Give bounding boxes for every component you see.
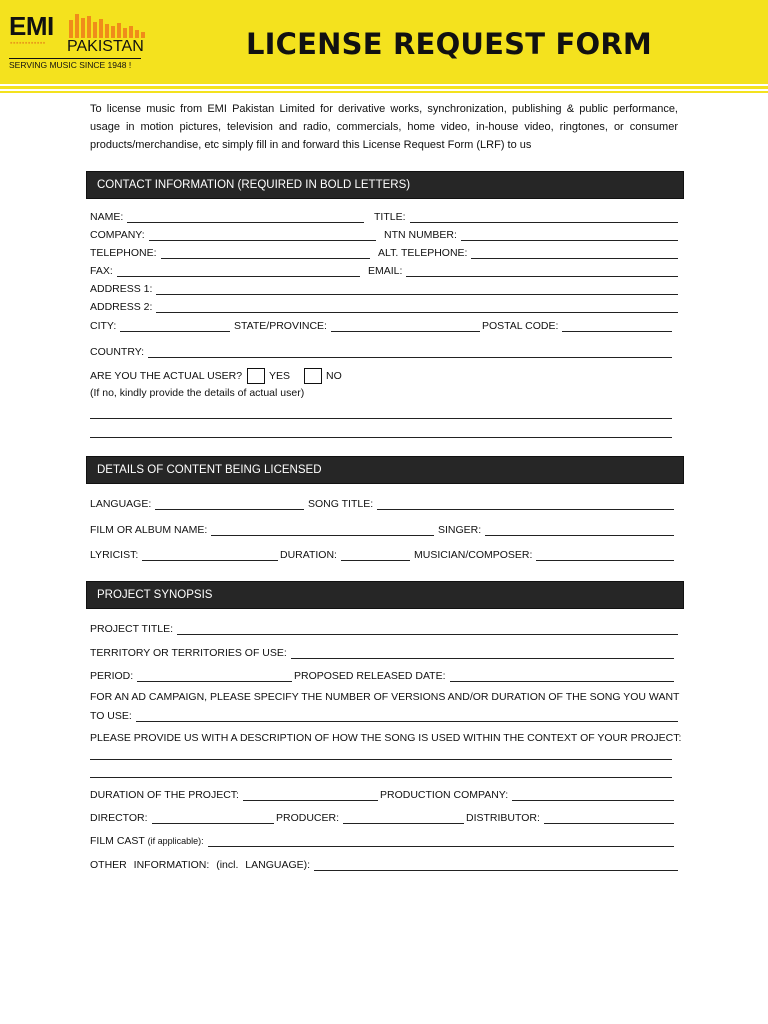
ad-campaign-question: FOR AN AD CAMPAIGN, PLEASE SPECIFY THE NUMBER OF VERSIONS AND/OR DURATION OF THE SONG YOU WANT — [90, 691, 680, 703]
state-field[interactable] — [234, 318, 480, 332]
director-field[interactable] — [90, 810, 274, 824]
email-field[interactable] — [368, 263, 678, 277]
section-title-contact: CONTACT INFORMATION (REQUIRED IN BOLD LETTERS) — [97, 179, 411, 191]
project-title-label: PROJECT TITLE: — [90, 623, 174, 635]
producer-label: PRODUCER: — [276, 812, 340, 824]
alt-telephone-label: ALT. TELEPHONE: — [378, 247, 468, 259]
title-field[interactable] — [374, 209, 678, 223]
director-blank[interactable] — [152, 813, 274, 824]
if-applicable-label: (if applicable): — [147, 836, 204, 846]
other-info-blank[interactable] — [314, 860, 678, 871]
equalizer-bars-icon — [69, 14, 147, 38]
row-company-ntn — [90, 227, 678, 241]
row-other-info — [90, 857, 678, 871]
section-header-content — [86, 456, 684, 484]
ntn-blank[interactable] — [461, 230, 678, 241]
ntn-label: NTN NUMBER: — [384, 229, 457, 241]
address2-field[interactable] — [90, 299, 678, 313]
actual-user-question: ARE YOU THE ACTUAL USER? — [90, 370, 243, 382]
actual-user-details-line-2[interactable] — [90, 437, 672, 438]
postal-code-blank[interactable] — [562, 321, 672, 332]
project-title-blank[interactable] — [177, 624, 678, 635]
description-line-1[interactable] — [90, 759, 672, 760]
producer-field[interactable] — [276, 810, 464, 824]
row-name-title — [90, 209, 678, 223]
row-fax-email — [90, 263, 678, 277]
title-blank[interactable] — [410, 212, 678, 223]
period-label: PERIOD: — [90, 670, 134, 682]
row-lyricist-duration-musician — [90, 547, 678, 561]
alt-telephone-field[interactable] — [378, 245, 678, 259]
row-territory — [90, 645, 678, 659]
title-label: TITLE: — [374, 211, 406, 223]
header-rule — [0, 86, 768, 89]
row-project-title — [90, 621, 678, 635]
logo-dots-decoration: ▪▪▪▪▪▪▪▪▪▪▪▪ — [10, 40, 46, 47]
section-header-contact — [86, 171, 684, 199]
duration-blank[interactable] — [341, 550, 410, 561]
musician-composer-blank[interactable] — [536, 550, 674, 561]
actual-user-note: (If no, kindly provide the details of actual user) — [90, 387, 305, 399]
song-title-field[interactable] — [308, 496, 674, 510]
territory-label: TERRITORY OR TERRITORIES OF USE: — [90, 647, 287, 659]
release-date-blank[interactable] — [450, 671, 674, 682]
territory-blank[interactable] — [291, 648, 674, 659]
name-label: NAME: — [90, 211, 124, 223]
other-info-label: OTHER INFORMATION: (incl. LANGUAGE): — [90, 859, 311, 871]
city-blank[interactable] — [120, 321, 230, 332]
production-company-field[interactable] — [380, 787, 674, 801]
production-company-label: PRODUCTION COMPANY: — [380, 789, 509, 801]
address2-blank[interactable] — [156, 302, 678, 313]
row-to-use — [90, 708, 678, 722]
language-blank[interactable] — [155, 499, 304, 510]
film-album-label: FILM OR ALBUM NAME: — [90, 524, 208, 536]
other-info-field[interactable] — [90, 857, 678, 871]
film-album-blank[interactable] — [211, 525, 434, 536]
to-use-label: TO USE: — [90, 710, 132, 722]
logo-tagline: SERVING MUSIC SINCE 1948 ! — [9, 60, 132, 70]
row-language-song — [90, 496, 678, 510]
no-checkbox[interactable] — [304, 368, 322, 384]
postal-code-label: POSTAL CODE: — [482, 320, 559, 332]
address2-label: ADDRESS 2: — [90, 301, 153, 313]
release-date-field[interactable] — [294, 668, 674, 682]
distributor-label: DISTRIBUTOR: — [466, 812, 540, 824]
logo-emi-text: EMI — [9, 11, 54, 41]
row-period-release — [90, 668, 678, 682]
project-duration-field[interactable] — [90, 787, 378, 801]
film-cast-label-group — [90, 835, 208, 847]
yes-label: YES — [269, 370, 291, 382]
period-field[interactable] — [90, 668, 292, 682]
row-project-duration-production — [90, 787, 678, 801]
row-address2 — [90, 299, 678, 313]
film-cast-blank[interactable] — [208, 836, 674, 847]
distributor-field[interactable] — [466, 810, 674, 824]
row-actual-user — [90, 370, 678, 388]
ntn-field[interactable] — [384, 227, 678, 241]
description-question: PLEASE PROVIDE US WITH A DESCRIPTION OF HOW THE SONG IS USED WITHIN THE CONTEXT OF YOUR PROJECT: — [90, 732, 682, 744]
telephone-field[interactable] — [90, 245, 370, 259]
film-cast-field[interactable] — [90, 833, 674, 847]
state-label: STATE/PROVINCE: — [234, 320, 327, 332]
row-country — [90, 344, 678, 358]
telephone-blank[interactable] — [161, 248, 370, 259]
fax-blank[interactable] — [117, 266, 360, 277]
film-album-field[interactable] — [90, 522, 434, 536]
row-address1 — [90, 281, 678, 295]
musician-composer-label: MUSICIAN/COMPOSER: — [414, 549, 533, 561]
actual-user-details-line-1[interactable] — [90, 418, 672, 419]
section-title-synopsis: PROJECT SYNOPSIS — [97, 589, 213, 601]
release-date-label: PROPOSED RELEASED DATE: — [294, 670, 446, 682]
form-title: LICENSE REQUEST FORM — [246, 27, 652, 61]
to-use-field[interactable] — [90, 708, 678, 722]
to-use-blank[interactable] — [136, 711, 678, 722]
logo-pakistan-text: PAKISTAN — [67, 38, 144, 55]
singer-blank[interactable] — [485, 525, 674, 536]
description-line-2[interactable] — [90, 777, 672, 778]
language-label: LANGUAGE: — [90, 498, 152, 510]
email-label: EMAIL: — [368, 265, 403, 277]
project-duration-blank[interactable] — [243, 790, 378, 801]
city-label: CITY: — [90, 320, 117, 332]
fax-label: FAX: — [90, 265, 113, 277]
address1-label: ADDRESS 1: — [90, 283, 153, 295]
no-label: NO — [326, 370, 342, 382]
project-duration-label: DURATION OF THE PROJECT: — [90, 789, 239, 801]
duration-label: DURATION: — [280, 549, 337, 561]
name-field[interactable] — [90, 209, 364, 223]
musician-composer-field[interactable] — [414, 547, 674, 561]
song-title-blank[interactable] — [377, 499, 674, 510]
production-company-blank[interactable] — [512, 790, 674, 801]
state-blank[interactable] — [331, 321, 480, 332]
row-telephone — [90, 245, 678, 259]
lyricist-label: LYRICIST: — [90, 549, 139, 561]
address1-field[interactable] — [90, 281, 678, 295]
row-city-state-postal — [90, 318, 678, 332]
name-blank[interactable] — [127, 212, 364, 223]
company-label: COMPANY: — [90, 229, 145, 241]
address1-blank[interactable] — [156, 284, 678, 295]
email-blank[interactable] — [406, 266, 678, 277]
emi-pakistan-logo — [9, 12, 145, 72]
city-field[interactable] — [90, 318, 230, 332]
row-director-producer-distributor — [90, 810, 678, 824]
director-label: DIRECTOR: — [90, 812, 148, 824]
singer-label: SINGER: — [438, 524, 482, 536]
country-blank[interactable] — [148, 347, 672, 358]
film-cast-label: FILM CAST — [90, 835, 145, 847]
row-film-singer — [90, 522, 678, 536]
company-field[interactable] — [90, 227, 376, 241]
telephone-label: TELEPHONE: — [90, 247, 157, 259]
country-label: COUNTRY: — [90, 346, 145, 358]
language-field[interactable] — [90, 496, 304, 510]
singer-field[interactable] — [438, 522, 674, 536]
fax-field[interactable] — [90, 263, 360, 277]
logo-divider — [9, 58, 141, 59]
territory-field[interactable] — [90, 645, 674, 659]
distributor-blank[interactable] — [544, 813, 674, 824]
producer-blank[interactable] — [343, 813, 464, 824]
period-blank[interactable] — [137, 671, 292, 682]
alt-telephone-blank[interactable] — [471, 248, 678, 259]
section-title-content: DETAILS OF CONTENT BEING LICENSED — [97, 464, 322, 476]
project-title-field[interactable] — [90, 621, 678, 635]
duration-field[interactable] — [280, 547, 410, 561]
intro-paragraph: To license music from EMI Pakistan Limited for derivative works, synchronization, publishing & public performance, usage in motion pictures, television and radio, commercials, home video, in-house video, ringtones, or consumer products/merchandise, etc simply fill in and forward this License Request Form (LRF) to us — [90, 103, 678, 151]
song-title-label: SONG TITLE: — [308, 498, 374, 510]
lyricist-field[interactable] — [90, 547, 278, 561]
lyricist-blank[interactable] — [142, 550, 278, 561]
yes-checkbox[interactable] — [247, 368, 265, 384]
country-field[interactable] — [90, 344, 672, 358]
company-blank[interactable] — [149, 230, 376, 241]
row-film-cast — [90, 833, 678, 847]
section-header-synopsis — [86, 581, 684, 609]
postal-code-field[interactable] — [482, 318, 672, 332]
header-rule-thin — [0, 91, 768, 93]
